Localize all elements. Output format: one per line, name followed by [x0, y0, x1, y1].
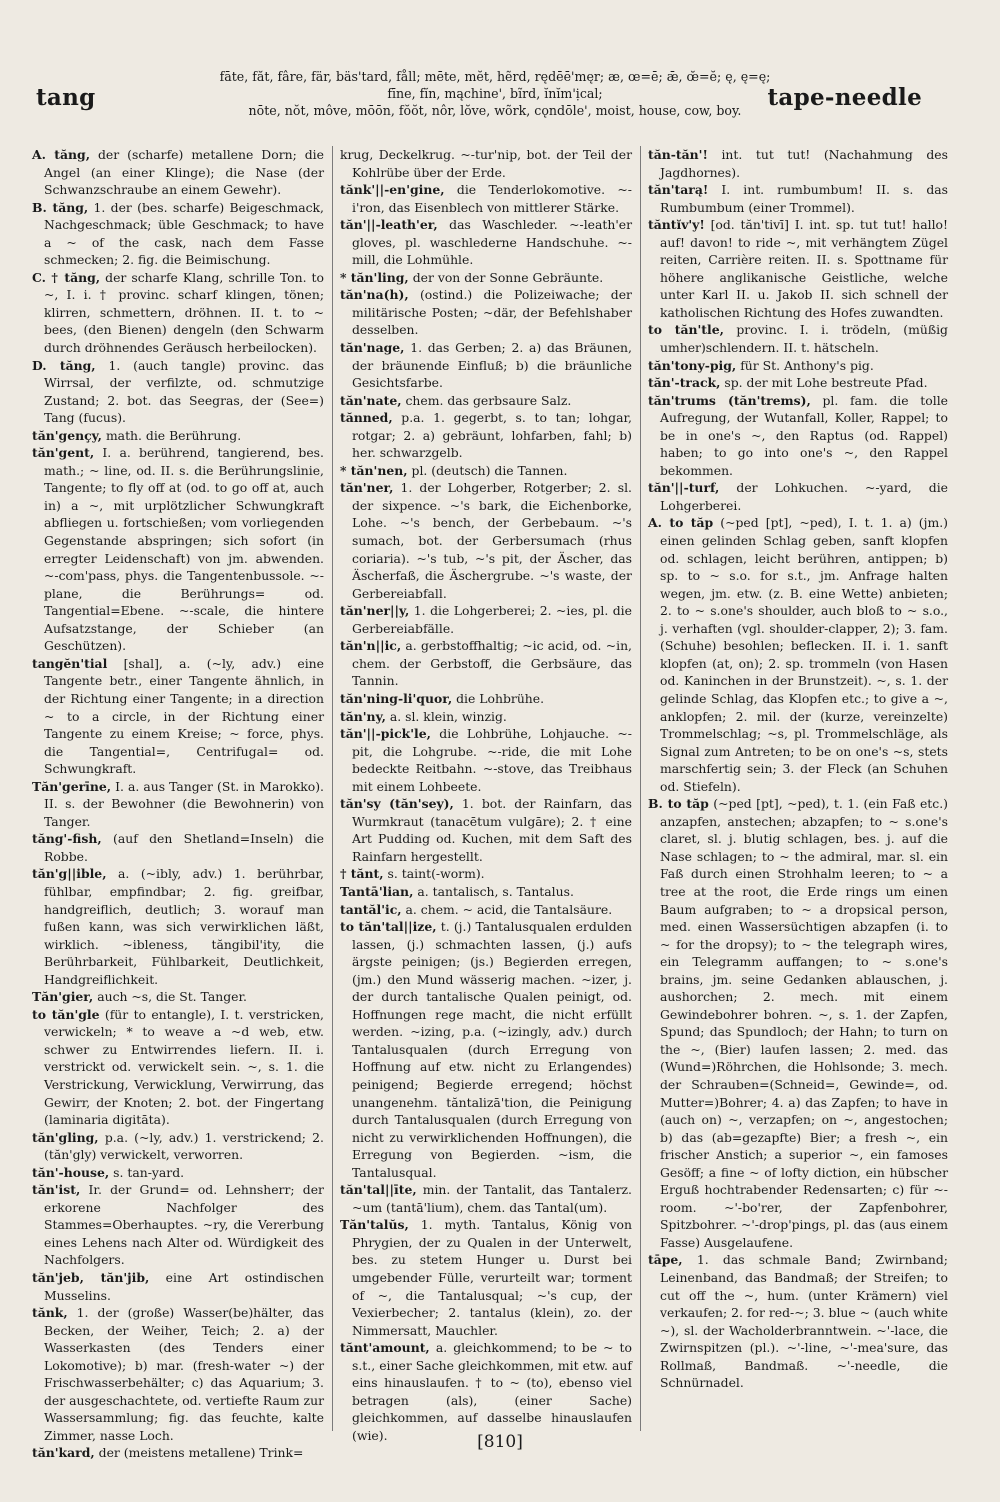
entry-definition: der (meistens metallene) Trink=	[98, 1445, 304, 1461]
entry-definition: a. chem. ~ acid, die Tantalsäure.	[405, 901, 613, 917]
entry-definition: der scharfe Klang, schrille Ton. to ~, I. i. † provinc. scharf klingen, tönen; klirren, schmettern, dröhnen. II. t. to ~ bees, (den Bienen) dengeln (den Schwarm durch dröhnendes Geräusch herbeilocken).	[44, 269, 324, 356]
entry-headword: * tăn'nen,	[340, 462, 408, 478]
entry-definition: provinc. I. i. trödeln, (müßig umher)schlendern. II. t. hätscheln.	[660, 322, 948, 356]
entry-definition: (ostind.) die Polizeiwache; der militärische Posten; ~där, der Befehlshaber desselben.	[352, 287, 632, 338]
entry-headword: tāpe,	[648, 1252, 683, 1268]
entry-definition: krug, Deckelkrug. ~-tur'nip, bot. der Teil der Kohlrübe über der Erde.	[340, 147, 632, 180]
dictionary-entry	[32, 1006, 324, 1129]
entry-headword: D. tăng,	[32, 357, 96, 373]
entry-headword: tănk'||-en'gine,	[340, 182, 445, 198]
entry-definition: [shal], a. (~ly, adv.) eine Tangente betr., einer Tangente ähnlich, in der Richtung einer Tangente; in a direction ~ to a circle, in der Richtung einer Tangente zu einem Kreise; ~ force, phys. die Tangential=, Centrifugal= od. Schwungkraft.	[44, 655, 324, 777]
entry-definition: Ir. der Grund= od. Lehnsherr; der erkorene Nachfolger des Stammes=Oberhauptes. ~ry, die Vererbung eines Lehens nach Alter od. Würdigkeit des Nachfolgers.	[44, 1182, 324, 1268]
pronunciation-guide-line: fāte, făt, fâre, fär, bäs'tard, fåll; mēte, mĕt, hẽrd, rędēē'męr; æ, œ=ē; ǣ, œ̆=ĕ; ę, ę=ę;	[219, 69, 771, 84]
dictionary-entry	[648, 479, 948, 514]
entry-definition: [od. tăn'tivī] I. int. sp. tut tut! hallo! auf! davon! to ride ~, mit verhängtem Zügel reiten, Carrière reiten. II. s. Spottname für höhere anglikanische Geistliche, welche unter Karl II. u. Jakob II. sich schnell der katholischen Richtung des Hofes zuwandten.	[660, 217, 948, 320]
entry-headword: tăn'ny,	[340, 708, 386, 724]
entry-definition: p.a. (~ly, adv.) 1. verstrickend; 2. (tăn'gly) verwickelt, verworren.	[44, 1129, 324, 1163]
dictionary-entry	[648, 181, 948, 216]
right-running-headword: tape-needle	[767, 84, 922, 111]
entry-definition: I. a. berührend, tangierend, bes. math.; ~ line, od. II. s. die Berührungslinie, Tangente; to fly off at (od. to go off at, auch in) a ~, mit urplötzlicher Schwungkraft abfliegen u. fortschießen; vom vorliegenden Gegenstande abspringen; sich sofort (in erregter Leidenschaft) von jm. abwenden. ~-com'pass, phys. die Tangentenbussole. ~-plane, die Berührungs= od. Tangential=Ebene. ~-scale, die hintere Aufsatzstange, der Schieber (an Geschützen).	[44, 445, 324, 654]
entry-definition: sp. der mit Lohe bestreute Pfad.	[724, 375, 928, 391]
dictionary-entry	[340, 479, 632, 602]
entry-headword: tăntĭv'y!	[648, 217, 705, 233]
pronunciation-guide-line: nōte, nŏt, môve, mōōn, fŏŏt, nôr, lŏve, wõrk, cǫndōle', moist, house, cow, boy.	[248, 103, 742, 119]
dictionary-entry	[340, 1181, 632, 1216]
entry-definition: das Waschleder. ~-leath'er gloves, pl. waschlederne Handschuhe. ~-mill, die Lohmühle.	[352, 217, 632, 268]
dictionary-entry	[648, 392, 948, 480]
dictionary-entry	[32, 427, 324, 445]
entry-headword: tăn'n||ic,	[340, 638, 402, 654]
entry-headword: tăn'sy (tăn'sey),	[340, 796, 454, 812]
entry-headword: tăng'-fish,	[32, 831, 102, 847]
entry-definition: (für to entangle), I. t. verstricken, verwickeln; * to weave a ~d web, etw. schwer zu Entwirrendes liefern. II. i. verstrickt od. verwickelt sein. ~, s. 1. die Verstrickung, Verwicklung, Verwirrung, das Gewirr, der Knoten; 2. bot. der Fingertang (laminaria digitāta).	[44, 1006, 324, 1128]
entry-definition: t. (j.) Tantalusqualen erdulden lassen, (j.) schmachten lassen, (j.) aufs ärgste peinigen; (js.) Begierden erregen, (jm.) den Mund wässerig machen. ~izer, j. der durch tantalische Qualen peinigt, od. Hoffnungen rege macht, die nicht erfüllt werden. ~izing, p.a. (~izingly, adv.) durch Tantalusqualen (durch Erregung von Hoffnung auf etw. nicht zu Erlangendes) peinigend; Begierde erregend; höchst unangenehm. tăntalizā'tion, die Peinigung durch Tantalusqualen (durch Erregung von nicht zu verwirklichenden Hoffnungen), die Erregung von Begierden. ~ism, die Tantalusqual.	[352, 919, 632, 1180]
dictionary-entry	[340, 181, 632, 216]
entry-definition: a. (~ibly, adv.) 1. berührbar, fühlbar, empfindbar; 2. fig. greifbar, handgreiflich, deutlich; 3. worauf man fußen kann, was sich verwirklichen läßt, wirklich. ~ibleness, tăngibil'ity, die Berührbarkeit, Fühlbarkeit, Deutlichkeit, Handgreiflichkeit.	[44, 866, 324, 987]
dictionary-entry	[340, 1339, 632, 1444]
dictionary-entry	[32, 865, 324, 988]
entry-definition: eine Art ostindischen Musselins.	[44, 1270, 324, 1303]
dictionary-entry	[648, 357, 948, 375]
dictionary-entry	[340, 462, 632, 480]
page-number: [810]	[477, 1432, 523, 1452]
entry-headword: B. tăng,	[32, 199, 89, 215]
dictionary-entry	[340, 865, 632, 883]
entry-definition: die Tenderlokomotive. ~-i'ron, das Eisenblech von mittlerer Stärke.	[352, 182, 632, 215]
entry-headword: tăn'gent,	[32, 445, 95, 461]
entry-headword: tantăl'ic,	[340, 901, 402, 917]
entry-definition: pl. fam. die tolle Aufregung, der Wutanfall, Koller, Rappel; to be in one's ~, den Raptus (od. Rappel) haben; to go into one's ~, den Rappel bekommen.	[660, 392, 948, 478]
entry-headword: † tănt,	[340, 866, 384, 882]
entry-headword: A. tăng,	[32, 147, 91, 162]
entry-headword: tăn'ner,	[340, 480, 394, 496]
dictionary-entry	[340, 392, 632, 410]
entry-headword: tănt'amount,	[340, 1340, 430, 1356]
entry-headword: tănned,	[340, 410, 393, 426]
dictionary-entry	[32, 357, 324, 427]
entry-definition: die Lohbrühe.	[456, 690, 545, 706]
entry-headword: tăn'tony-pig,	[648, 357, 737, 373]
dictionary-entry	[648, 146, 948, 181]
entry-definition: 1. bot. der Rainfarn, das Wurmkraut (tanacētum vulgāre); 2. † eine Art Pudding od. Kuchen, mit dem Saft des Rainfarn hergestellt.	[352, 796, 632, 864]
column-right	[648, 146, 948, 1431]
entry-headword: to tăn'tal||ize,	[340, 919, 437, 935]
entry-headword: A. to tăp	[648, 515, 714, 531]
dictionary-entry	[648, 374, 948, 392]
entry-definition: math. die Berührung.	[105, 427, 242, 443]
entry-definition: (~ped [pt], ~ped), t. 1. (ein Faß etc.) anzapfen, anstechen; abzapfen; to ~ s.one's claret, sl. j. blutig schlagen, bes. j. auf die Nase schlagen; to ~ the admiral, mar. sl. ein Faß durch einen Strohhalm leeren; to ~ a tree at the root, die Erde rings um einen Baum aufgraben; to ~ a dropsical person, med. einen Wassersüchtigen abzapfen (i. to ~ for the dropsy); to ~ the telegraph wires, ein Telegramm auffangen; to ~ s.one's brains, jm. seine Gedanken ablauschen, j. aushorchen; 2. mech. mit einem Gewindebohrer bohren. ~, s. 1. der Zapfen, Spund; das Spundloch; der Hahn; to turn on the ~, (Bier) laufen lassen; 2. med. das (Wund=)Röhrchen, die Hohlsonde; 3. mech. der Schrauben=(Schneid=, Gewinde=, od. Mutter=)Bohrer; 4. a) das Zapfen; to have in (auch on) ~, verzapfen; on ~, angestochen; b) das (ab=gezapfte) Bier; a fresh ~, ein frischer Anstich; a superior ~, ein famoses Gesöff; a fine ~ of lofty diction, ein hübscher Erguß hochtrabender Redensarten; c) für ~-room. ~'-bo'rer, der Zapfenbohrer, Spitzbohrer. ~'-drop'pings, pl. das (aus einem Fasse) Ausgelaufene.	[660, 796, 948, 1250]
dictionary-entry	[340, 216, 632, 269]
entry-headword: Tantā'lian,	[340, 883, 414, 899]
entry-headword: tăn'gençy,	[32, 427, 102, 443]
column-divider	[640, 146, 641, 1431]
entry-headword: tăn'ning-li'quor,	[340, 690, 453, 706]
entry-headword: tăn'||-leath'er,	[340, 217, 438, 233]
entry-definition: der von der Sonne Gebräunte.	[412, 269, 604, 285]
dictionary-entry	[340, 883, 632, 901]
dictionary-entry	[340, 286, 632, 339]
dictionary-entry	[32, 830, 324, 865]
entry-definition: a. tantalisch, s. Tantalus.	[417, 883, 574, 899]
left-running-headword: tang	[36, 84, 96, 111]
entry-definition: (~ped [pt], ~ped), I. t. 1. a) (jm.) einen gelinden Schlag geben, sanft klopfen od. schlagen, leicht berühren, antippen; b) sp. to ~ s.o. for s.t., jm. Anfrage halten wegen, jm. etw. (z. B. eine Wette) anbieten; 2. to ~ s.one's shoulder, auch bloß to ~ s.o., j. verhaften (vgl. shoulder-clapper, 2); 3. fam. (Schuhe) besohlen; beflecken. II. i. 1. sanft klopfen (at, on); 2. sp. trommeln (von Hasen od. Kaninchen in der Brunstzeit). ~, s. 1. der gelinde Schlag, das Klopfen etc.; to give a ~, anklopfen; 2. mil. der (kurze, vereinzelte) Trommelschlag; ~s, pl. Trommelschläge, als Signal zum Antreten; to be on one's ~s, stets marschfertig sein; 3. der Fleck (an Schuhen od. Stiefeln).	[660, 515, 948, 794]
entry-definition: chem. das gerbsaure Salz.	[405, 392, 572, 408]
entry-headword: tăn'g||ible,	[32, 866, 107, 882]
dictionary-entry	[32, 1181, 324, 1269]
entry-definition: 1. das schmale Band; Zwirnband; Leinenband, das Bandmaß; der Streifen; to cut off the ~, hum. (unter Krämern) viel verkaufen; 2. for red-~; 3. blue ~ (auch white ~), sl. der Wacholderbranntwein. ~'-lace, die Zwirnspitzen (pl.). ~'-line, ~'-mea'sure, das Rollmaß, Bandmaß. ~'-needle, die Schnürnadel.	[660, 1252, 948, 1391]
entry-headword: tăn'ist,	[32, 1182, 81, 1198]
entry-headword: tăn'tarą!	[648, 182, 709, 198]
entry-headword: C. † tăng,	[32, 269, 101, 285]
dictionary-entry	[340, 339, 632, 392]
dictionary-entry	[32, 1164, 324, 1182]
entry-definition: pl. (deutsch) die Tannen.	[411, 462, 568, 478]
dictionary-entry	[32, 444, 324, 655]
dictionary-entry	[32, 269, 324, 357]
dictionary-entry	[340, 901, 632, 919]
entry-definition: auch ~s, die St. Tanger.	[97, 989, 247, 1005]
column-divider	[332, 146, 333, 1431]
entry-headword: tănk,	[32, 1305, 68, 1321]
entry-headword: tăn'na(h),	[340, 287, 409, 303]
entry-headword: tăn'nate,	[340, 392, 402, 408]
entry-headword: * tăn'ling,	[340, 269, 409, 285]
dictionary-entry	[32, 1269, 324, 1304]
entry-definition: min. der Tantalit, das Tantalerz. ~um (tantā'lium), chem. das Tantal(um).	[352, 1182, 632, 1215]
dictionary-entry	[648, 1251, 948, 1391]
entry-definition: a. sl. klein, winzig.	[389, 708, 507, 724]
entry-definition: der (scharfe) metallene Dorn; die Angel (an einer Klinge); die Nase (der Schwanzschraube an einem Gewehr).	[44, 147, 324, 198]
dictionary-entry	[340, 637, 632, 690]
entry-definition: 1. die Lohgerberei; 2. ~ies, pl. die Gerbereiabfälle.	[352, 603, 632, 636]
entry-definition: p.a. 1. gegerbt, s. to tan; lohgar, rotgar; 2. a) gebräunt, lohfarben, fahl; b) her. schwarzgelb.	[352, 410, 632, 461]
dictionary-entry	[340, 690, 632, 708]
entry-headword: tăn'nage,	[340, 340, 405, 356]
dictionary-entry	[32, 146, 324, 199]
entry-definition: für St. Anthony's pig.	[740, 357, 874, 373]
entry-headword: tăn'gling,	[32, 1129, 99, 1145]
entry-definition: int. tut tut! (Nachahmung des Jagdhornes).	[660, 147, 948, 180]
entry-definition: a. gerbstoffhaltig; ~ic acid, od. ~in, chem. der Gerbstoff, die Gerbsäure, das Tannin.	[352, 638, 632, 689]
entry-headword: tăn'jeb, tăn'jib,	[32, 1270, 150, 1285]
pronunciation-guide	[190, 68, 800, 120]
dictionary-entry	[32, 655, 324, 778]
entry-definition: I. a. aus Tanger (St. in Marokko). II. s. der Bewohner (die Bewohnerin) von Tanger.	[44, 778, 324, 829]
dictionary-entry	[648, 321, 948, 356]
entry-headword: tăn'ner||y,	[340, 603, 410, 619]
entry-headword: tangĕn'tial	[32, 655, 108, 671]
dictionary-entry	[32, 778, 324, 831]
entry-headword: tăn'tal||īte,	[340, 1182, 417, 1198]
entry-headword: Tăn'gier,	[32, 989, 94, 1005]
dictionary-entry	[648, 514, 948, 795]
dictionary-entry	[340, 409, 632, 462]
entry-definition: der Lohkuchen. ~-yard, die Lohgerberei.	[660, 480, 948, 513]
entry-definition: 1. der (bes. scharfe) Beigeschmack, Nachgeschmack; üble Geschmack; to have a ~ of the cask, nach dem Fasse schmecken; 2. fig. die Beimischung.	[44, 199, 324, 268]
entry-headword: Tăn'gerīne,	[32, 778, 112, 794]
entry-definition: 1. der Lohgerber, Rotgerber; 2. sl. der sixpence. ~'s bark, die Eichenborke, Lohe. ~'s bench, der Gerbebaum. ~'s sumach, bot. der Gerbersumach (rhus coriaria). ~'s tub, ~'s pit, der Äscher, das Äscherfaß, die Äschergrube. ~'s waste, der Gerbereiabfall.	[352, 480, 632, 601]
entry-headword: tăn'-house,	[32, 1164, 110, 1180]
entry-definition: die Lohbrühe, Lohjauche. ~-pit, die Lohgrube. ~-ride, die mit Lohe bedeckte Reitbahn. ~-stove, das Treibhaus mit einem Lohbeete.	[352, 726, 632, 794]
entry-definition: s. taint(-worm).	[387, 866, 485, 882]
entry-definition: I. int. rumbumbum! II. s. das Rumbumbum (einer Trommel).	[660, 182, 948, 215]
entry-headword: tăn'kard,	[32, 1445, 95, 1461]
entry-headword: tăn'-track,	[648, 375, 721, 391]
dictionary-entry	[340, 269, 632, 287]
entry-headword: Tăn'talŭs,	[340, 1217, 409, 1233]
dictionary-entry	[340, 146, 632, 181]
pronunciation-guide-line: fīne, fĭn, mąchine', bĩrd, ĭnĭm'ịcal;	[387, 86, 603, 102]
dictionary-entry	[32, 199, 324, 269]
entry-headword: tăn-tăn'!	[648, 147, 708, 162]
entry-definition: 1. myth. Tantalus, König von Phrygien, der zu Qualen in der Unterwelt, bes. zu stetem Hunger u. Durst bei umgebender Fülle, verurteilt war; torment of ~, die Tantalusqual; ~'s cup, der Vexierbecher; 2. tantalus (klein), zo. der Nimmersatt, Mauchler.	[352, 1217, 632, 1338]
dictionary-entry	[340, 1216, 632, 1339]
entry-headword: B. to tăp	[648, 796, 709, 812]
entry-headword: tăn'||-turf,	[648, 480, 720, 496]
entry-headword: to tăn'gle	[32, 1006, 100, 1022]
entry-headword: tăn'trums (tăn'trems),	[648, 392, 811, 408]
dictionary-entry	[340, 918, 632, 1181]
entry-definition: a. gleichkommend; to be ~ to s.t., einer Sache gleichkommen, mit etw. auf eins hinauslaufen. † to ~ (to), ebenso viel betragen (als), (einer Sache) gleichkommen, auf dasselbe hinauslaufen (wie).	[352, 1340, 632, 1443]
dictionary-entry	[32, 1304, 324, 1444]
entry-headword: to tăn'tle,	[648, 322, 724, 338]
entry-definition: 1. der (große) Wasser(be)hälter, das Becken, der Weiher, Teich; 2. a) der Wasserkasten (des Tenders einer Lokomotive); b) mar. (fresh-water ~) der Frischwasserbehälter; c) das Aquarium; 3. der ausgeschachtete, od. vertiefte Raum zur Wassersammlung; fig. das feuchte, kalte Zimmer, nasse Loch.	[44, 1305, 324, 1443]
dictionary-entry	[340, 795, 632, 865]
entry-definition: 1. das Gerben; 2. a) das Bräunen, der bräunende Einfluß; b) die bräunliche Gesichtsfarbe.	[352, 340, 632, 391]
dictionary-entry	[648, 216, 948, 321]
dictionary-entry	[32, 988, 324, 1006]
entry-headword: tăn'||-pick'le,	[340, 726, 431, 742]
dictionary-entry	[32, 1129, 324, 1164]
column-left	[32, 146, 324, 1461]
dictionary-entry	[340, 602, 632, 637]
entry-definition: (auf den Shetland=Inseln) die Robbe.	[44, 831, 324, 864]
entry-definition: 1. (auch tangle) provinc. das Wirrsal, der verfilzte, od. schmutzige Zustand; 2. bot. das Seegras, der (See=) Tang (fucus).	[44, 357, 324, 426]
entry-definition: s. tan-yard.	[113, 1164, 185, 1180]
dictionary-entry	[340, 725, 632, 795]
dictionary-entry	[340, 708, 632, 726]
dictionary-entry	[648, 795, 948, 1251]
